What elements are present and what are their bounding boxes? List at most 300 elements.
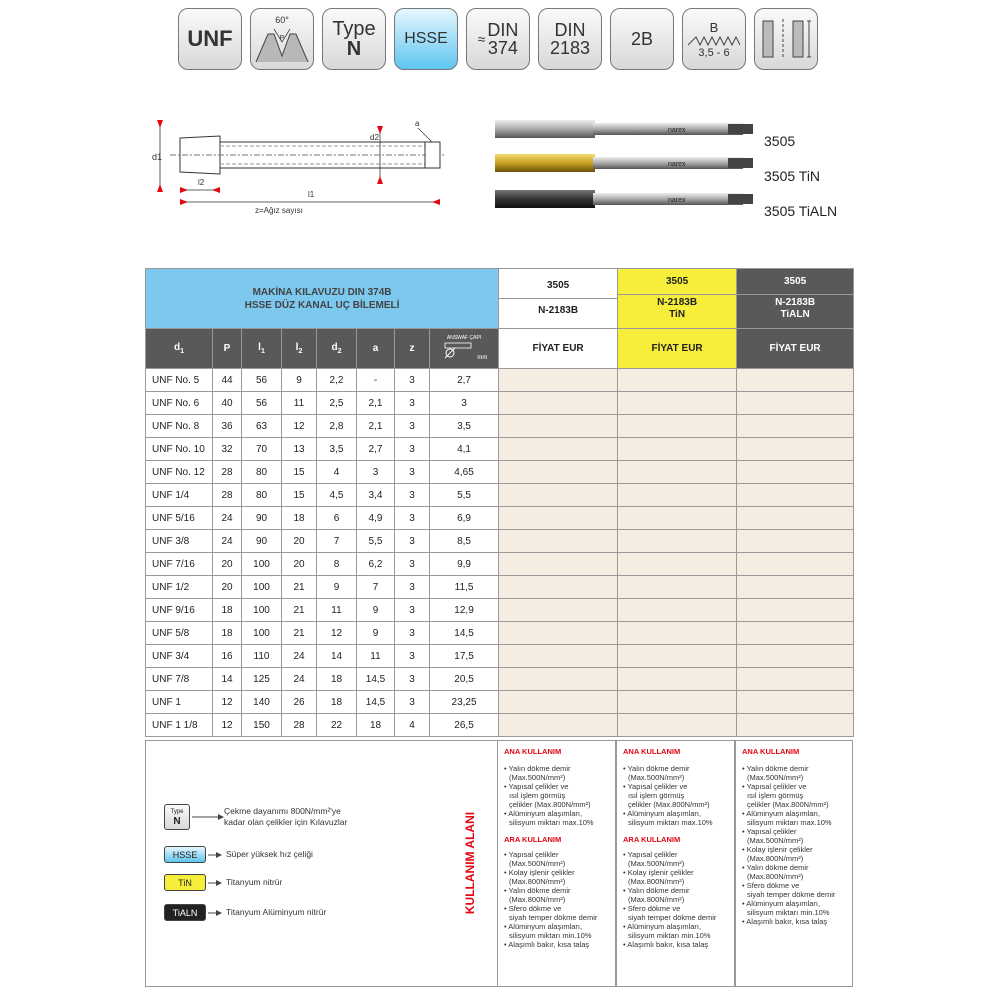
col-header-a: a [357,329,395,369]
thread-size-cell: UNF 1/4 [146,484,213,507]
unf-label: UNF [187,26,233,51]
thread-size-cell: UNF 1 1/8 [146,714,213,737]
arrow-icon [190,812,224,822]
spec-cell: 24 [213,507,242,530]
usage-3505-tialn [735,740,853,987]
spec-cell: 18 [213,599,242,622]
spec-cell: 12 [213,714,242,737]
spec-cell: 26,5 [430,714,499,737]
table-row [146,599,854,622]
mini-type-label: Type [170,809,184,815]
usage-item: • Alüminyum alaşımları, [504,922,583,931]
l2-label: l2 [198,178,205,187]
usage-item: çelikler (Max.800N/mm²) [509,800,591,809]
product-labels [764,124,837,229]
drill-diameter-icon [441,341,475,359]
spec-cell: 18 [317,668,357,691]
d2-label: d2 [370,133,379,142]
usage-item: siyah temper dökme demir [509,913,598,922]
din374-badge [466,8,530,70]
price-cell [618,392,737,415]
spec-cell: 3 [430,392,499,415]
thread-size-cell: UNF 1 [146,691,213,714]
variant-code: 3505 [546,280,570,291]
legend-text: Çekme dayanımı 800N/mm²'ye kadar olan çelikler için Kılavuzlar [224,806,348,827]
price-cell [737,484,854,507]
usage-item: • Kolay işlenir çelikler [623,868,694,877]
unf-badge [178,8,242,70]
price-cell [618,599,737,622]
price-cell [618,622,737,645]
thread-size-cell: UNF 3/8 [146,530,213,553]
price-cell [737,553,854,576]
spec-cell: 90 [242,530,282,553]
price-cell [737,691,854,714]
price-cell [499,369,618,392]
approx-sign: ≈ [477,31,486,47]
spec-cell: 2,7 [357,438,395,461]
spec-cell: 28 [282,714,317,737]
price-cell [499,507,618,530]
usage-item: • Sfero dökme ve [742,881,800,890]
thread-size-cell: UNF 7/8 [146,668,213,691]
spec-cell: 24 [282,645,317,668]
thread-size-cell: UNF 5/16 [146,507,213,530]
usage-item: (Max.800N/mm²) [747,872,804,881]
through-hole-icon [759,15,813,63]
usage-item: • Yapısal çelikler ve [623,782,688,791]
table-row [146,461,854,484]
usage-side-text: KULLANIM ALANI [463,811,477,914]
spec-cell: 56 [242,392,282,415]
spec-cell: 2,7 [430,369,499,392]
spec-cell: 16 [213,645,242,668]
chamfer-form: B [709,19,719,35]
price-cell [499,714,618,737]
price-cell [618,461,737,484]
price-header-3505: FİYAT EUR [499,329,618,369]
spec-cell: 14,5 [357,668,395,691]
usage-item: • Yapısal çelikler ve [504,782,569,791]
thread-size-cell: UNF 9/16 [146,599,213,622]
spec-cell: 9 [282,369,317,392]
spec-cell: 3 [395,438,430,461]
din-number: 2183 [549,38,591,58]
usage-item: • Yapısal çelikler [504,850,559,859]
usage-item: • Alüminyum alaşımları, [742,899,821,908]
hsse-badge [394,8,458,70]
spec-cell: 36 [213,415,242,438]
price-cell [499,461,618,484]
variant-coating: TiN [669,309,686,320]
usage-item: • Kolay işlenir çelikler [742,845,813,854]
usage-item: • Alüminyum alaşımları, [623,922,702,931]
a-label: a [415,119,420,128]
legend-tialn [164,904,326,921]
usage-item: siyah temper dökme demir [628,913,717,922]
spec-cell: 9 [357,622,395,645]
chamfer-badge [682,8,746,70]
sub-usage-list [623,850,730,949]
variant-spec: N-2183B [499,298,617,317]
price-cell [737,507,854,530]
spec-cell: 3 [395,484,430,507]
legend-type-n [164,804,347,830]
usage-item: silisyum miktarı max.10% [747,818,832,827]
usage-item: • Yapısal çelikler [623,850,678,859]
spec-cell: 11 [317,599,357,622]
price-cell [737,622,854,645]
spec-cell: 15 [282,461,317,484]
spec-cell: 12 [213,691,242,714]
thread-size-cell: UNF 1/2 [146,576,213,599]
spec-cell: 20,5 [430,668,499,691]
usage-item: • Kolay işlenir çelikler [504,868,575,877]
price-cell [499,484,618,507]
spec-cell: 18 [357,714,395,737]
angle-label: 60° [275,15,289,25]
usage-item: • Alaşımlı bakır, kısa talaş [623,940,709,949]
usage-item: (Max.800N/mm²) [747,854,804,863]
usage-item: (Max.500N/mm²) [509,859,566,868]
drill-label: ANSWAF ÇAPI [446,335,482,341]
usage-item: ısıl işlem görmüş [509,791,566,800]
spec-cell: 3 [395,622,430,645]
thread-size-cell: UNF 5/8 [146,622,213,645]
spec-cell: 2,8 [317,415,357,438]
usage-item: • Yalın dökme demir [504,764,571,773]
usage-item: • Yalın dökme demir [623,764,690,773]
spec-cell: 3 [357,461,395,484]
spec-cell: 15 [282,484,317,507]
spec-cell: 3 [395,553,430,576]
hsse-mini-badge: HSSE [164,846,206,863]
price-cell [618,438,737,461]
spec-cell: 4,1 [430,438,499,461]
spec-cell: 3 [395,392,430,415]
table-row [146,668,854,691]
hsse-label: HSSE [404,30,448,47]
table-row [146,438,854,461]
usage-item: silisyum miktarı max.10% [509,818,594,827]
price-cell [499,438,618,461]
table-row [146,691,854,714]
legend-text: Titanyum nitrür [226,877,283,887]
table-row [146,645,854,668]
price-cell [737,576,854,599]
title-line-2: HSSE DÜZ KANAL UÇ BİLEMELİ [244,299,400,311]
usage-item: (Max.500N/mm²) [747,836,804,845]
price-cell [499,553,618,576]
spec-cell: - [357,369,395,392]
tap-photo-3505-tialn [495,190,753,208]
sub-usage-title: ARA KULLANIM [623,835,681,844]
usage-item: (Max.500N/mm²) [509,773,566,782]
spec-cell: 7 [317,530,357,553]
spec-badges [178,8,818,70]
price-cell [618,415,737,438]
usage-item: • Alüminyum alaşımları, [504,809,583,818]
price-cell [737,392,854,415]
spec-cell: 9 [317,576,357,599]
usage-item: • Alüminyum alaşımları, [742,809,821,818]
usage-item: (Max.800N/mm²) [628,877,685,886]
spec-cell: 2,1 [357,415,395,438]
usage-item: • Sfero dökme ve [623,904,681,913]
legend-tin [164,874,282,891]
spec-cell: 12 [282,415,317,438]
drawing-caption: z=Ağız sayısı [255,206,303,215]
usage-item: • Yapısal çelikler [742,827,797,836]
spec-cell: 3 [395,369,430,392]
tolerance-badge [610,8,674,70]
main-usage-title: ANA KULLANIM [623,747,681,756]
price-cell [737,438,854,461]
price-cell [618,668,737,691]
col-header-l1: $l_1$ [242,329,282,369]
spec-cell: 3,4 [357,484,395,507]
tap-photo-3505 [495,120,753,138]
spec-cell: 40 [213,392,242,415]
internal-coolant-badge [754,8,818,70]
spec-cell: 2,1 [357,392,395,415]
price-cell [618,553,737,576]
col-header-drill [430,329,499,369]
spec-cell: 6 [317,507,357,530]
thread-size-cell: UNF No. 5 [146,369,213,392]
usage-3505-tin [616,740,735,987]
arrow-icon [206,850,222,860]
table-row [146,530,854,553]
usage-item: (Max.500N/mm²) [628,773,685,782]
thread-size-cell: UNF 7/16 [146,553,213,576]
usage-item: siyah temper dökme demir [747,890,836,899]
table-row [146,507,854,530]
usage-item: silisyum miktarı min.10% [628,931,711,940]
spec-cell: 20 [282,553,317,576]
spec-cell: 90 [242,507,282,530]
spec-cell: 5,5 [357,530,395,553]
spec-cell: 12 [317,622,357,645]
spec-cell: 8 [317,553,357,576]
brand-mark: narex [668,197,686,204]
spec-cell: 110 [242,645,282,668]
usage-item: (Max.500N/mm²) [628,859,685,868]
price-header-3505-tin: FİYAT EUR [618,329,737,369]
thread-angle-badge [250,8,314,70]
table-row [146,553,854,576]
legend-text: Titanyum Alüminyum nitrür [226,907,327,917]
spec-cell: 3 [395,599,430,622]
usage-item: ısıl işlem görmüş [747,791,804,800]
usage-item: çelikler (Max.800N/mm²) [628,800,710,809]
spec-cell: 3 [395,507,430,530]
spec-cell: 3 [395,576,430,599]
spec-cell: 14 [213,668,242,691]
din-label: DIN [554,20,586,40]
spec-cell: 44 [213,369,242,392]
din-number: 374 [487,38,518,58]
col-header-d1: $d_1$ [146,329,213,369]
spec-cell: 2,5 [317,392,357,415]
spec-cell: 4,5 [317,484,357,507]
spec-cell: 11,5 [430,576,499,599]
price-cell [737,530,854,553]
price-cell [737,369,854,392]
usage-item: silisyum miktarı min.10% [509,931,592,940]
main-usage-list [623,764,730,827]
sub-usage-title: ARA KULLANIM [504,835,562,844]
spec-cell: 3,5 [430,415,499,438]
spec-cell: 14,5 [430,622,499,645]
table-row [146,392,854,415]
type-label: Type [332,18,376,40]
usage-item: • Yalın dökme demir [504,886,571,895]
price-cell [737,645,854,668]
spec-cell: 3,5 [317,438,357,461]
table-row [146,576,854,599]
spec-cell: 7 [357,576,395,599]
label-3505: 3505 [764,133,796,149]
spec-cell: 28 [213,461,242,484]
spec-cell: 5,5 [430,484,499,507]
usage-item: (Max.800N/mm²) [509,895,566,904]
spec-cell: 9 [357,599,395,622]
price-cell [618,369,737,392]
brand-mark: narex [668,161,686,168]
spec-cell: 24 [282,668,317,691]
spec-cell: 4 [317,461,357,484]
price-cell [499,622,618,645]
price-cell [737,668,854,691]
price-cell [618,530,737,553]
pitch-label: P [279,35,285,42]
spec-cell: 70 [242,438,282,461]
variant-3505-tialn-header [737,269,854,329]
tin-mini-badge: TiN [164,874,206,891]
spec-cell: 26 [282,691,317,714]
spec-cell: 12,9 [430,599,499,622]
price-cell [618,714,737,737]
spec-cell: 13 [282,438,317,461]
spec-cell: 20 [282,530,317,553]
price-cell [618,576,737,599]
arrow-icon [206,908,222,918]
spec-cell: 14,5 [357,691,395,714]
chamfer-range: 3,5 - 6 [698,46,730,59]
spec-cell: 4,9 [357,507,395,530]
spec-cell: 3 [395,691,430,714]
usage-item: • Alaşımlı bakır, kısa talaş [504,940,590,949]
price-cell [499,668,618,691]
spec-cell: 6,2 [357,553,395,576]
usage-item: silisyum miktarı max.10% [628,818,713,827]
price-header-3505-tialn: FİYAT EUR [737,329,854,369]
spec-cell: 100 [242,576,282,599]
price-cell [499,576,618,599]
spec-cell: 140 [242,691,282,714]
price-cell [737,599,854,622]
tap-photo-3505-tin [495,154,753,172]
price-cell [499,599,618,622]
spec-cell: 3 [395,415,430,438]
label-3505-tialn: 3505 TiALN [764,203,838,219]
spec-cell: 21 [282,599,317,622]
spec-cell: 18 [282,507,317,530]
l1-label: l1 [308,190,315,199]
variant-coating: TiALN [780,309,810,320]
usage-item: ısıl işlem görmüş [628,791,685,800]
price-cell [499,691,618,714]
sub-usage-list [504,850,611,949]
mini-type-value: N [173,816,181,827]
spec-cell: 17,5 [430,645,499,668]
tolerance-label: 2B [630,28,654,49]
spec-cell: 18 [317,691,357,714]
usage-item: • Alaşımlı bakır, kısa talaş [742,917,828,926]
price-cell [618,645,737,668]
spec-cell: 100 [242,553,282,576]
price-cell [618,484,737,507]
spec-cell: 100 [242,622,282,645]
usage-item: (Max.500N/mm²) [747,773,804,782]
spec-cell: 8,5 [430,530,499,553]
spec-cell: 14 [317,645,357,668]
spec-cell: 3 [395,668,430,691]
spec-cell: 63 [242,415,282,438]
spec-cell: 11 [357,645,395,668]
price-cell [499,392,618,415]
main-usage-list [742,764,848,926]
spec-table [145,268,854,737]
spec-cell: 125 [242,668,282,691]
spec-cell: 28 [213,484,242,507]
spec-cell: 80 [242,484,282,507]
variant-code: 3505 [665,276,689,287]
arrow-icon [206,878,222,888]
col-header-z: z [395,329,430,369]
variant-3505-header [499,269,618,329]
spec-cell: 100 [242,599,282,622]
title-line-1: MAKİNA KILAVUZU DIN 374B [252,286,392,298]
price-cell [618,691,737,714]
table-row [146,622,854,645]
table-title [146,269,499,329]
legend-text: Süper yüksek hız çeliği [226,849,313,859]
main-usage-title: ANA KULLANIM [504,747,562,756]
tialn-mini-badge: TiALN [164,904,206,921]
spec-cell: 56 [242,369,282,392]
spec-cell: 6,9 [430,507,499,530]
spec-cell: 20 [213,553,242,576]
col-header-l2: $l_2$ [282,329,317,369]
usage-item: • Yapısal çelikler ve [742,782,807,791]
usage-item: • Yalın dökme demir [742,764,809,773]
spec-cell: 21 [282,622,317,645]
spec-cell: 18 [213,622,242,645]
usage-item: silisyum miktarı min.10% [747,908,830,917]
price-cell [499,645,618,668]
price-cell [499,530,618,553]
spec-cell: 9,9 [430,553,499,576]
main-usage-title: ANA KULLANIM [742,747,800,756]
spec-cell: 150 [242,714,282,737]
usage-side-label [445,745,495,980]
usage-item: (Max.800N/mm²) [628,895,685,904]
table-row [146,484,854,507]
type-value: N [346,38,362,60]
product-images [493,116,763,216]
